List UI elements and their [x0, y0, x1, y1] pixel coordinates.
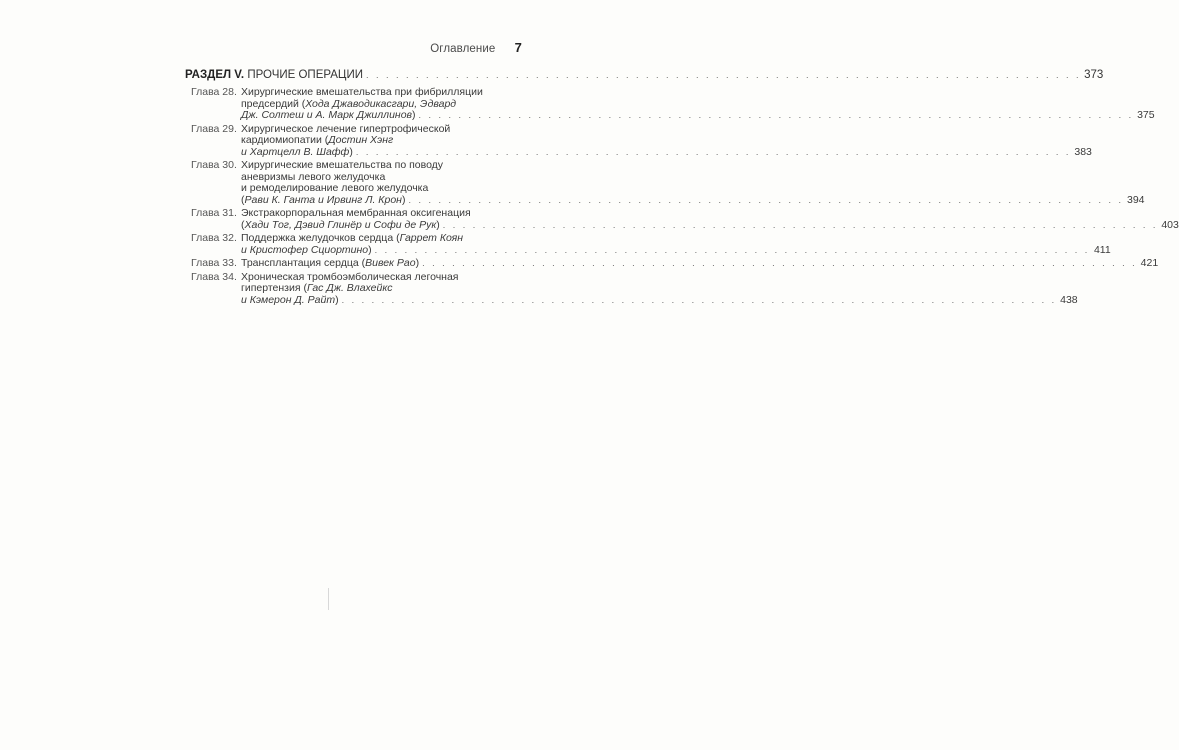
chapter-page: 403: [1161, 218, 1179, 231]
leader-dots: [356, 147, 1071, 159]
section-page: 373: [1084, 69, 1104, 81]
chapter-page: 411: [1093, 243, 1111, 256]
leader-dots: [375, 245, 1090, 257]
chapter-label: Глава 29.: [191, 122, 237, 135]
chapter-label: Глава 34.: [191, 270, 237, 283]
chapter-page: 375: [1137, 109, 1155, 121]
table-of-contents: [185, 68, 1179, 308]
leader-dots: [342, 295, 1057, 307]
page-number: 7: [514, 40, 522, 55]
chapter-label: Глава 28.: [191, 86, 237, 98]
running-head: [430, 40, 522, 55]
toc-entry-chapter-33[interactable]: Глава 33. Трансплантация сердца (Вивек Рао) . . . 421: [191, 258, 522, 270]
chapter-label: Глава 30.: [191, 159, 237, 171]
toc-entry-chapter-30[interactable]: Глава 30. Хирургические вмешательства по поводу аневризмы левого желудочка и ремоделирование левого желудочка (Рави К. Ганта и Ирвинг Л. Крон) . . . 394: [191, 160, 522, 206]
chapter-list: [185, 86, 1179, 306]
chapter-label: Глава 31.: [191, 207, 237, 219]
scan-mark: [328, 588, 329, 610]
leader-dots: [419, 110, 1134, 122]
chapter-label: Глава 33.: [191, 257, 237, 269]
chapter-page: 421: [1140, 257, 1159, 269]
toc-entry-chapter-31[interactable]: Глава 31. Экстракорпоральная мембранная оксигенация (Хади Тог, Дэвид Глинёр и Софи де Рук) . . . 403: [191, 208, 522, 231]
toc-entry-chapter-34[interactable]: Глава 34. Хроническая тромбоэмболическая легочная гипертензия (Гас Дж. Влахейкс и Кэмерон Д. Райт) . . . 438: [191, 272, 522, 307]
leader-dots: [366, 68, 1081, 83]
leader-dots: [443, 220, 1158, 232]
chapter-page: 394: [1127, 193, 1145, 206]
toc-entry-chapter-29[interactable]: Глава 29. Хирургическое лечение гипертрофической кардиомиопатии (Достин Хэнг и Хартцелл В. Шафф) . . . 383: [191, 124, 522, 159]
leader-dots: [422, 258, 1137, 270]
running-head-title: Оглавление: [430, 43, 496, 55]
chapter-label: Глава 32.: [191, 232, 237, 244]
chapter-page: 438: [1060, 293, 1078, 306]
toc-entry-chapter-32[interactable]: Глава 32. Поддержка желудочков сердца (Гаррет Коян и Кристофер Сциортино) . . . 411: [191, 233, 522, 256]
section-title: ПРОЧИЕ ОПЕРАЦИИ: [247, 69, 363, 81]
section-label: РАЗДЕЛ V.: [185, 69, 245, 81]
leader-dots: [408, 195, 1123, 207]
toc-entry-chapter-28[interactable]: Глава 28. Хирургические вмешательства при фибрилляции предсердий (Хода Джаводикасгари, Эдвард Дж. Солтеш и А. Марк Джиллинов) . . . 375: [191, 87, 522, 122]
toc-section[interactable]: [185, 68, 1104, 83]
chapter-page: 383: [1074, 145, 1092, 158]
